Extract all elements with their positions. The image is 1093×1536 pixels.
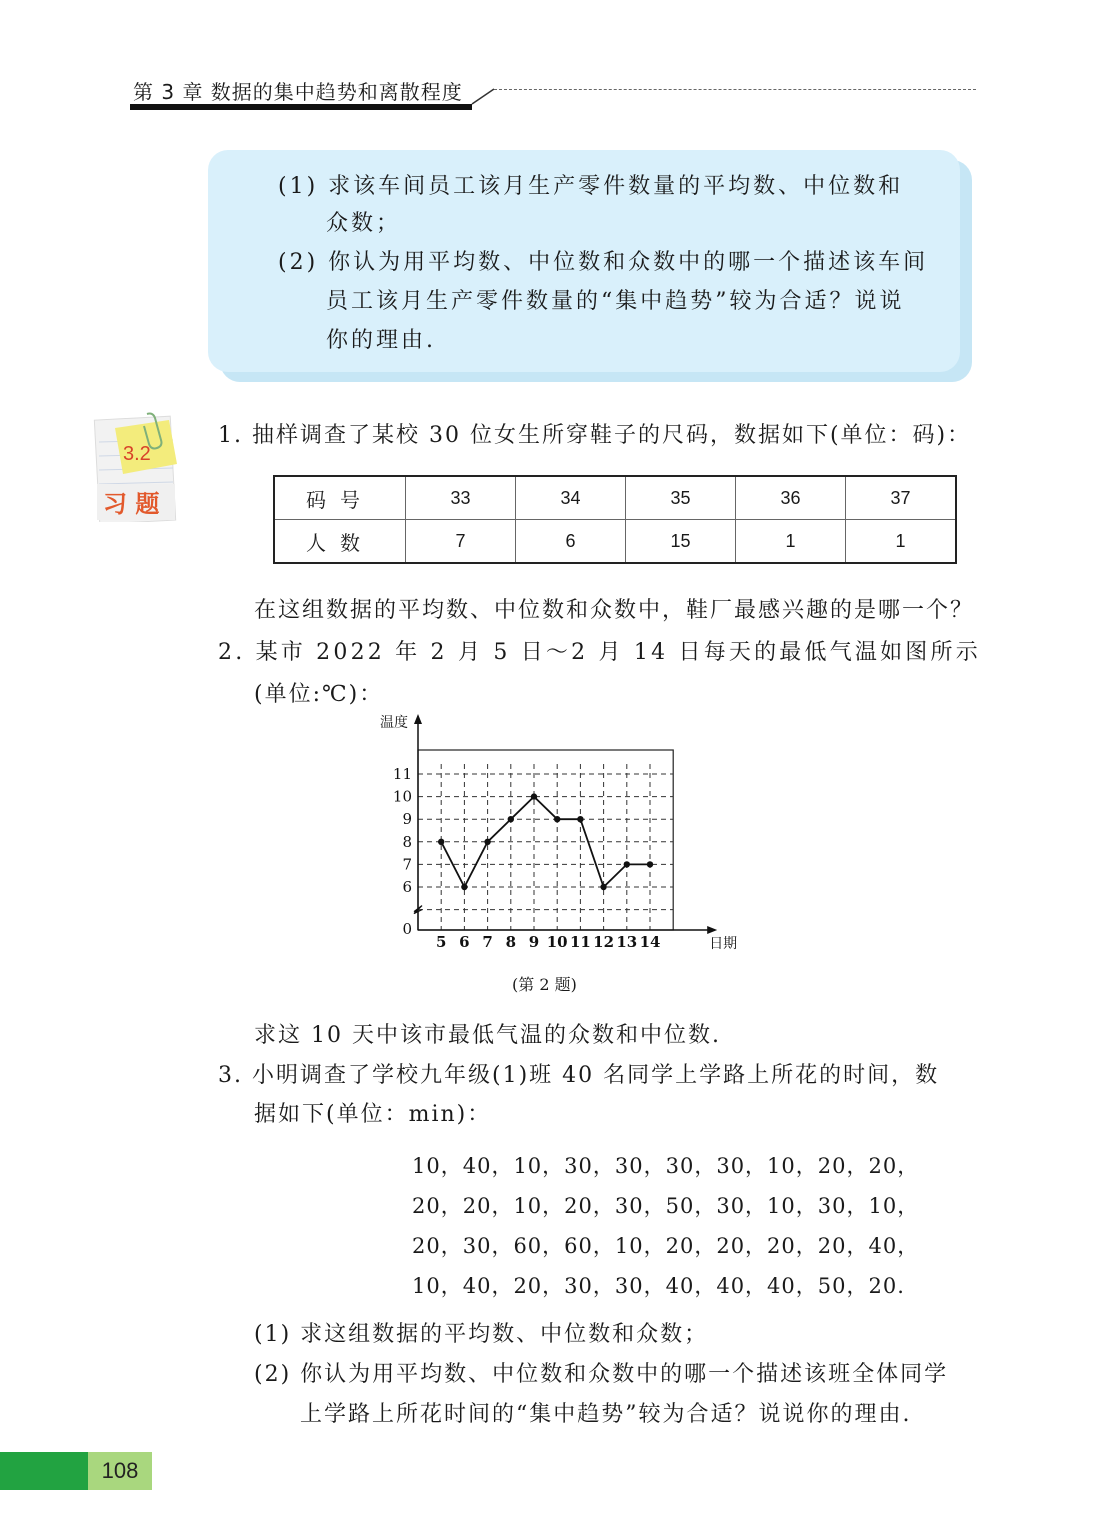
temperature-chart bbox=[370, 712, 740, 982]
data-point bbox=[624, 861, 630, 867]
data-point bbox=[438, 839, 444, 845]
table-cell: 15 bbox=[626, 520, 736, 564]
data-point bbox=[461, 884, 467, 890]
exercise-3-q2-line-1: (2) 你认为用平均数、中位数和众数中的哪一个描述该班全体同学 bbox=[254, 1362, 949, 1387]
data-point bbox=[554, 816, 560, 822]
header-underline bbox=[130, 104, 472, 110]
y-tick-label: 10 bbox=[392, 787, 412, 806]
exercise-2-question: 求这 10 天中该市最低气温的众数和中位数. bbox=[254, 1023, 721, 1048]
exercise-1-text: 1. 抽样调查了某校 30 位女生所穿鞋子的尺码，数据如下(单位：码)： bbox=[218, 423, 972, 448]
table-cell: 35 bbox=[626, 476, 736, 520]
shoe-size-table bbox=[273, 475, 957, 564]
x-tick-label: 5 bbox=[435, 933, 447, 951]
x-axis-title: 日期 bbox=[709, 936, 738, 952]
y-tick-label: 7 bbox=[402, 855, 412, 874]
exercise-3-line-2: 据如下(单位：min)： bbox=[254, 1102, 492, 1127]
x-tick-label: 8 bbox=[505, 933, 517, 951]
table-cell: 37 bbox=[846, 476, 957, 520]
chart-grid bbox=[418, 750, 673, 930]
x-axis-arrow bbox=[707, 926, 717, 934]
table-row bbox=[274, 520, 956, 564]
exercise-3-q2-line-2: 上学路上所花时间的“集中趋势”较为合适？说说你的理由. bbox=[300, 1402, 912, 1427]
data-point bbox=[577, 816, 583, 822]
data-row: 10，40，20，30，30，40，40，40，50，20. bbox=[412, 1274, 905, 1298]
y-tick-label: 11 bbox=[392, 765, 412, 783]
table-cell: 7 bbox=[406, 520, 516, 564]
x-tick-label: 10 bbox=[546, 933, 568, 951]
table-cell: 36 bbox=[736, 476, 846, 520]
box-line-5: 你的理由. bbox=[326, 328, 436, 353]
chart-caption: (第 2 题) bbox=[512, 975, 577, 994]
data-row: 20，20，10，20，30，50，30，10，30，10， bbox=[412, 1194, 920, 1218]
data-point bbox=[647, 861, 653, 867]
x-tick-label: 6 bbox=[459, 933, 470, 951]
page-number: 108 bbox=[88, 1452, 152, 1490]
x-tick-label: 13 bbox=[616, 933, 638, 951]
header-slash bbox=[470, 86, 496, 106]
y-tick-label: 6 bbox=[402, 878, 412, 896]
data-row: 20，30，60，60，10，20，20，20，20，40， bbox=[412, 1234, 920, 1258]
box-line-3: (2) 你认为用平均数、中位数和众数中的哪一个描述该车间 bbox=[278, 250, 929, 275]
exercise-2-line-2: (单位:℃)： bbox=[254, 682, 384, 707]
exercise-2-line-1: 2. 某市 2022 年 2 月 5 日～2 月 14 日每天的最低气温如图所示 bbox=[218, 640, 981, 665]
y-tick-label: 9 bbox=[402, 810, 412, 829]
box-line-2: 众数； bbox=[326, 211, 402, 236]
row-header-count: 人数 bbox=[274, 520, 406, 564]
y-axis-title: 温度 bbox=[380, 715, 408, 731]
exercise-badge bbox=[93, 412, 181, 522]
y-tick-label: 8 bbox=[402, 832, 412, 851]
box-line-4: 员工该月生产零件数量的“集中趋势”较为合适？说说 bbox=[326, 289, 905, 314]
table-cell: 34 bbox=[516, 476, 626, 520]
x-tick-label: 14 bbox=[639, 933, 661, 951]
row-header-size: 码号 bbox=[274, 476, 406, 520]
data-row: 10，40，10，30，30，30，30，10，20，20， bbox=[412, 1154, 920, 1178]
table-cell: 33 bbox=[406, 476, 516, 520]
chapter-title: 第 3 章 数据的集中趋势和离散程度 bbox=[133, 80, 463, 104]
table-cell: 1 bbox=[846, 520, 957, 564]
exercise-3-line-1: 3. 小明调查了学校九年级(1)班 40 名同学上学路上所花的时间，数 bbox=[218, 1063, 940, 1088]
table-cell: 6 bbox=[516, 520, 626, 564]
x-tick-label: 7 bbox=[482, 933, 493, 951]
exercise-3-q1: (1) 求这组数据的平均数、中位数和众数； bbox=[254, 1322, 709, 1347]
x-tick-label: 11 bbox=[569, 933, 591, 951]
chart-frame bbox=[418, 750, 673, 930]
data-point bbox=[484, 839, 490, 845]
exercise-1-question: 在这组数据的平均数、中位数和众数中，鞋厂最感兴趣的是哪一个？ bbox=[254, 598, 975, 623]
box-line-1: (1) 求该车间员工该月生产零件数量的平均数、中位数和 bbox=[278, 174, 904, 199]
y-tick-label: 0 bbox=[402, 920, 412, 938]
chart-axes bbox=[414, 714, 717, 934]
table-row bbox=[274, 476, 956, 520]
data-point bbox=[600, 884, 606, 890]
table-cell: 1 bbox=[736, 520, 846, 564]
data-point bbox=[508, 816, 514, 822]
x-tick-label: 12 bbox=[593, 933, 615, 951]
data-point bbox=[531, 793, 537, 799]
footer-green-bar bbox=[0, 1452, 88, 1490]
badge-label: 习 题 bbox=[103, 490, 160, 518]
badge-section: 3.2 bbox=[123, 443, 151, 465]
header-dashed-rule bbox=[494, 89, 976, 90]
y-axis-arrow bbox=[414, 714, 422, 724]
x-tick-label: 9 bbox=[528, 933, 540, 951]
